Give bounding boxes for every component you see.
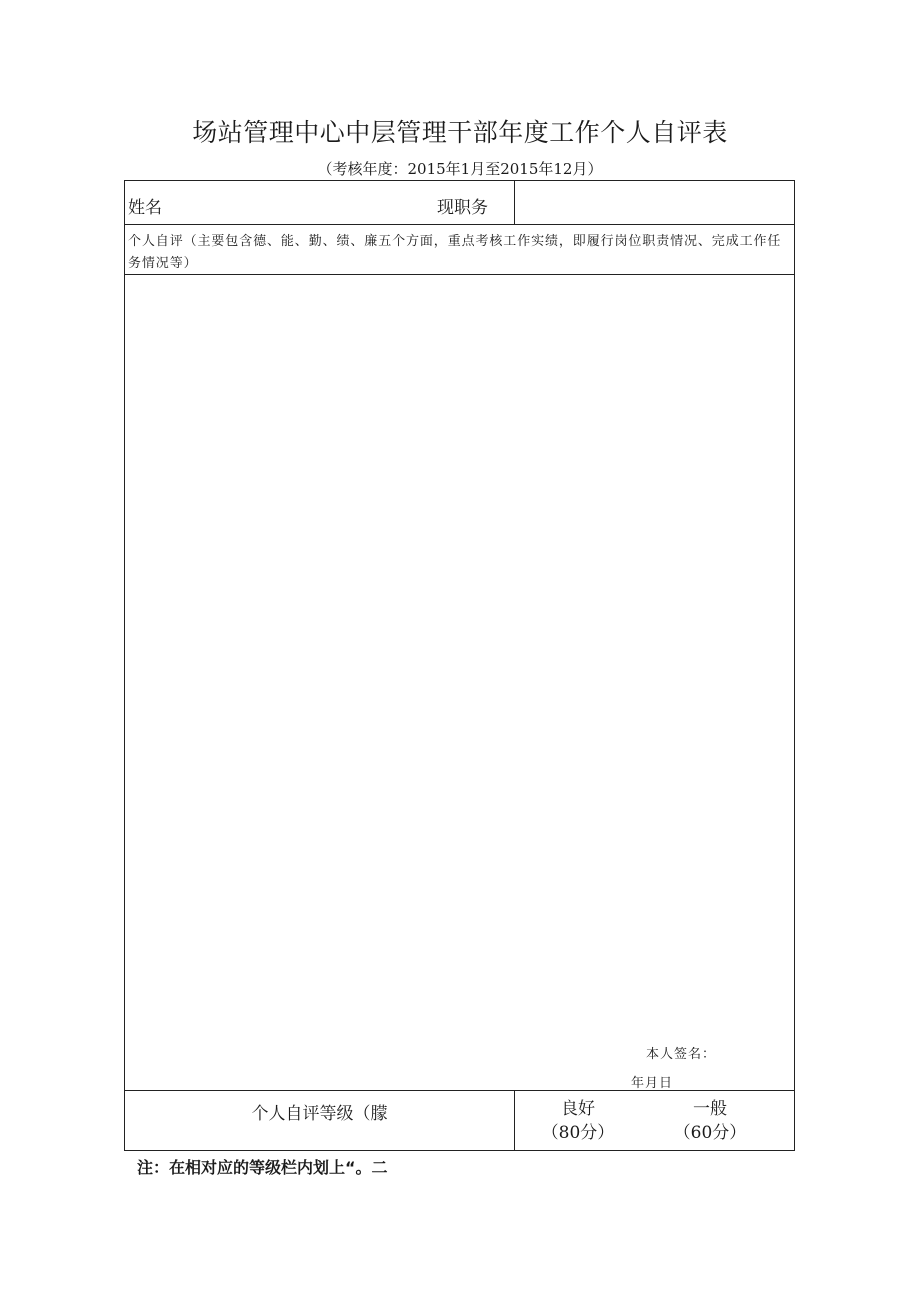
level-option-good[interactable] [513, 1097, 643, 1145]
name-label: 姓名 [128, 198, 162, 218]
column-divider [514, 181, 515, 224]
row-divider [125, 224, 794, 225]
option-score: （80分） [541, 1123, 615, 1143]
date-label: 年月日 [631, 1076, 674, 1091]
self-evaluation-instructions: 个人自评（主要包含德、能、勤、绩、廉五个方面，重点考核工作实绩，即履行岗位职责情况、完成工作任务情况等） [128, 234, 782, 271]
self-eval-level-label: 个人自评等级（朦 [251, 1104, 388, 1124]
position-label: 现职务 [437, 198, 488, 218]
option-name: 良好 [561, 1099, 595, 1119]
self-evaluation-form [124, 180, 795, 1151]
level-option-fair[interactable] [645, 1097, 775, 1145]
footnote: 注：在相对应的等级栏内划上“。二 [137, 1158, 388, 1177]
form-title: 场站管理中心中层管理干部年度工作个人自评表 [192, 118, 728, 147]
option-name: 一般 [693, 1099, 727, 1119]
option-score: （60分） [673, 1123, 747, 1143]
signature-label: 本人签名： [646, 1047, 717, 1062]
assessment-period: （考核年度：2015年1月至2015年12月） [317, 160, 603, 178]
row-divider [125, 1090, 794, 1091]
